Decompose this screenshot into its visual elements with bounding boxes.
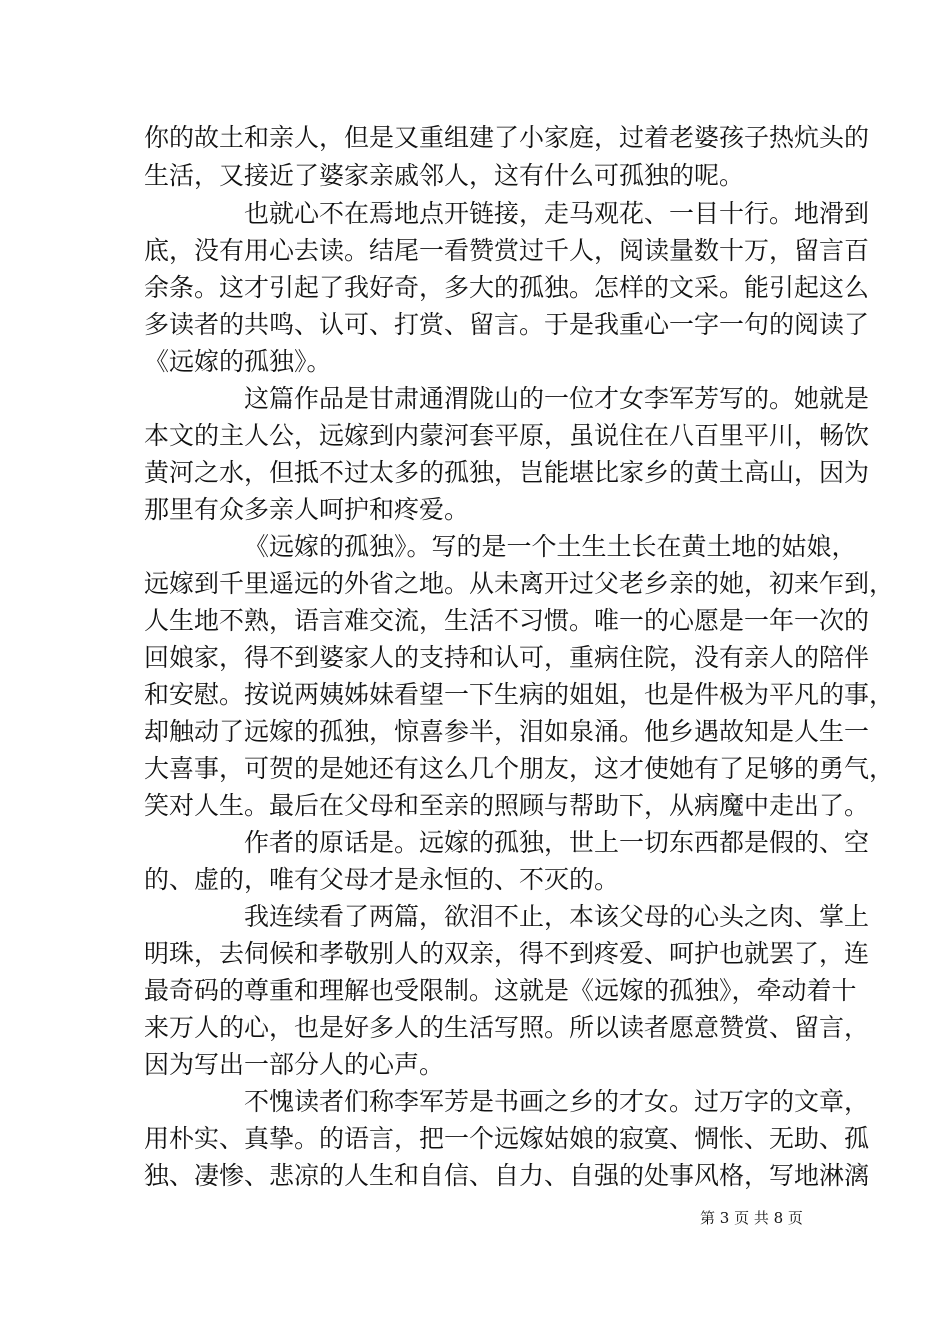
paragraph-first-line: 也就心不在焉地点开链接，走马观花、一目十行。地滑到 <box>244 199 870 228</box>
text-line: 最奇码的尊重和理解也受限制。这就是《远嫁的孤独》，牵动着十 <box>144 976 857 1005</box>
text-line: 的、虚的，唯有父母才是永恒的、不灭的。 <box>144 865 620 894</box>
text-line: 明珠，去伺候和孝敬别人的双亲，得不到疼爱、呵护也就罢了，连 <box>144 939 870 968</box>
text-line: 大喜事，可贺的是她还有这么几个朋友，这才使她有了足够的勇气， <box>144 754 895 783</box>
text-line: 那里有众多亲人呵护和疼爱。 <box>144 495 470 524</box>
text-line: 多读者的共鸣、认可、打赏、留言。于是我重心一字一句的阅读了 <box>144 310 870 339</box>
page-number: 第 3 页 共 8 页 <box>700 1209 803 1227</box>
paragraph-first-line: 我连续看了两篇，欲泪不止，本该父母的心头之肉、掌上 <box>244 902 870 931</box>
text-line: 独、凄惨、悲凉的人生和自信、自力、自强的处事风格，写地淋漓 <box>144 1161 870 1190</box>
paragraph-first-line: 不愧读者们称李军芳是书画之乡的才女。过万字的文章， <box>244 1087 870 1116</box>
text-line: 因为写出一部分人的心声。 <box>144 1050 445 1079</box>
paragraph-first-line: 这篇作品是甘肃通渭陇山的一位才女李军芳写的。她就是 <box>244 384 870 413</box>
text-line: 却触动了远嫁的孤独，惊喜参半，泪如泉涌。他乡遇故知是人生一 <box>144 717 870 746</box>
paragraph-first-line: 作者的原话是。远嫁的孤独，世上一切东西都是假的、空 <box>244 828 870 857</box>
text-line: 来万人的心，也是好多人的生活写照。所以读者愿意赞赏、留言， <box>144 1013 870 1042</box>
text-line: 《远嫁的孤独》。 <box>144 347 332 376</box>
text-line: 回娘家，得不到婆家人的支持和认可，重病住院，没有亲人的陪伴 <box>144 643 870 672</box>
text-line: 远嫁到千里遥远的外省之地。从未离开过父老乡亲的她，初来乍到， <box>144 569 895 598</box>
text-line: 和安慰。按说两姨姊妹看望一下生病的姐姐，也是件极为平凡的事， <box>144 680 895 709</box>
text-line: 用朴实、真挚。的语言，把一个远嫁姑娘的寂寞、惆怅、无助、孤 <box>144 1124 870 1153</box>
text-line: 生活，又接近了婆家亲戚邻人，这有什么可孤独的呢。 <box>144 161 745 190</box>
text-line: 余条。这才引起了我好奇，多大的孤独。怎样的文采。能引起这么 <box>144 273 870 302</box>
text-line: 底，没有用心去读。结尾一看赞赏过千人，阅读量数十万，留言百 <box>144 236 870 265</box>
text-line: 笑对人生。最后在父母和至亲的照顾与帮助下，从病魔中走出了。 <box>144 791 870 820</box>
paragraph-first-line: 《远嫁的孤独》。写的是一个土生土长在黄土地的姑娘， <box>244 532 857 561</box>
text-line: 黄河之水，但抵不过太多的孤独，岂能堪比家乡的黄土高山，因为 <box>144 458 870 487</box>
text-line: 你的故土和亲人，但是又重组建了小家庭，过着老婆孩子热炕头的 <box>144 123 870 152</box>
text-line: 本文的主人公，远嫁到内蒙河套平原，虽说住在八百里平川，畅饮 <box>144 421 870 450</box>
text-line: 人生地不熟，语言难交流，生活不习惯。唯一的心愿是一年一次的 <box>144 606 870 635</box>
